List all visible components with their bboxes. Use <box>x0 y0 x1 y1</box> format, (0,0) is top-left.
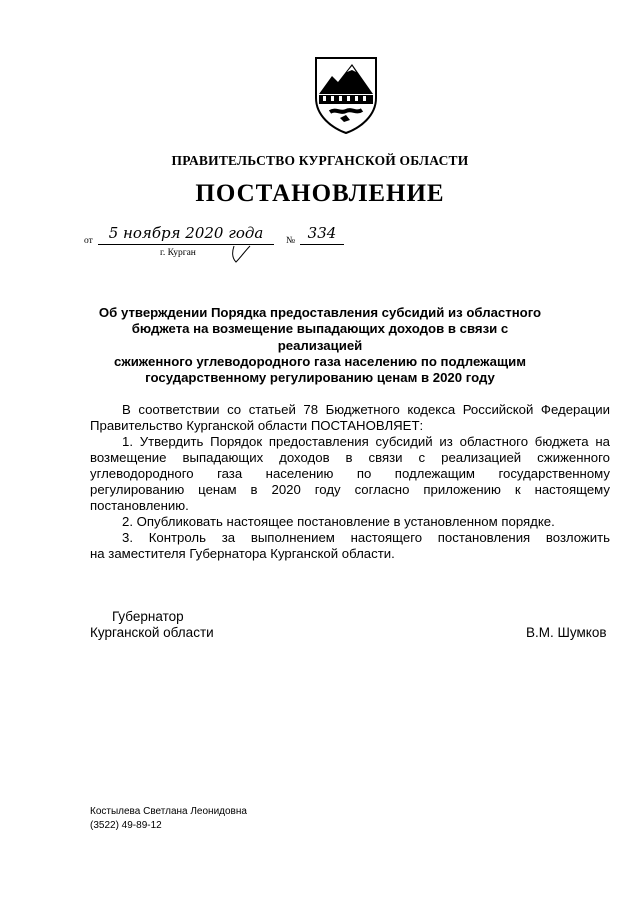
number-field <box>300 224 344 245</box>
signatory-position-line1: Губернатор <box>112 609 184 624</box>
number-label: № <box>286 236 296 246</box>
body-line: углеводородного газа населению по подлежащим государственному <box>90 466 610 481</box>
subject-line: сжиженного углеводородного газа населению по подлежащим <box>114 353 526 369</box>
signatory-name: В.М. Шумков <box>526 625 607 640</box>
executor-phone: (3522) 49-89-12 <box>90 820 162 831</box>
body-line: на заместителя Губернатора Курганской области. <box>90 546 395 561</box>
subject-line: бюджета на возмещение выпадающих доходов в связи с реализацией <box>131 321 509 353</box>
date-field <box>98 224 274 245</box>
subject-line: государственному регулированию ценам в 2020 году <box>145 370 495 386</box>
body-line: регулированию ценам в 2020 году согласно приложению к настоящему <box>90 482 610 497</box>
body-line: 2. Опубликовать настоящее постановление в установленном порядке. <box>122 514 555 529</box>
subject-line: Об утверждении Порядка предоставления субсидий из областного <box>98 305 542 320</box>
executor-name: Костылева Светлана Леонидовна <box>90 806 247 817</box>
government-name: ПРАВИТЕЛЬСТВО КУРГАНСКОЙ ОБЛАСТИ <box>171 153 469 168</box>
body-line: возмещение выпадающих доходов в связи с реализацией сжиженного <box>90 450 610 465</box>
body-line: 3. Контроль за выполнением настоящего постановления возложить <box>122 530 610 545</box>
number-handwritten: 334 <box>307 224 337 242</box>
body-line: В соответствии со статьей 78 Бюджетного кодекса Российской Федерации <box>122 402 610 417</box>
coat-of-arms-icon <box>310 54 382 136</box>
handwritten-stroke <box>226 244 256 269</box>
city: г. Курган <box>160 248 196 258</box>
body-line: 1. Утвердить Порядок предоставления субсидий из областного бюджета на <box>122 434 610 449</box>
signatory-position-line2: Курганской области <box>90 625 214 640</box>
body-line: постановлению. <box>90 498 189 513</box>
document-subject <box>90 305 550 386</box>
date-handwritten: 5 ноября 2020 года <box>108 224 264 242</box>
body-line: Правительство Курганской области ПОСТАНОВЛЯЕТ: <box>90 418 424 433</box>
document-type-title: ПОСТАНОВЛЕНИЕ <box>195 180 445 207</box>
from-label: от <box>84 236 93 246</box>
